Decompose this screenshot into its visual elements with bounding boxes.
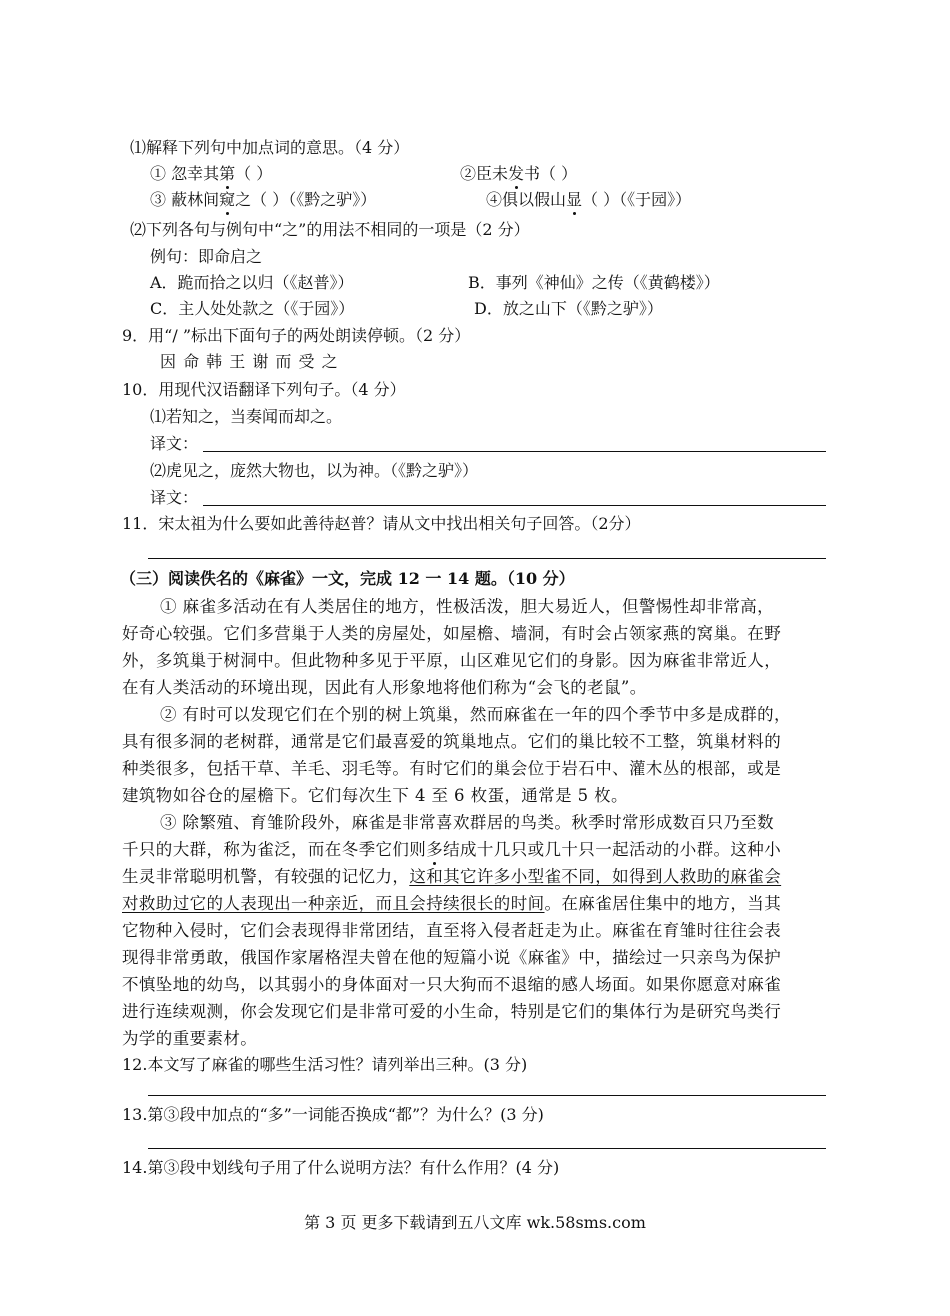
q10-answer-line-2[interactable] xyxy=(203,505,826,506)
p3-line-4 xyxy=(122,894,781,914)
q8-item3-dotted-word: 窥 xyxy=(219,190,236,209)
q13-answer-line[interactable] xyxy=(148,1148,826,1149)
p2-line-1: ② 有时可以发现它们在个别的树上筑巢，然而麻雀在一年的四个季节中多是成群的， xyxy=(160,705,791,724)
q8-item2-text: ②臣未 xyxy=(460,164,509,183)
q11-answer-line[interactable] xyxy=(148,558,826,559)
q9-stem: 9．用“/ ”标出下面句子的两处朗读停顿。（2 分） xyxy=(122,326,471,345)
p2-line-3: 种类很多，包括干草、羊毛、羽毛等。有时它们的巢会位于岩石中、灌木丛的根部，或是 xyxy=(122,759,782,778)
p3-line-8: 进行连续观测，你会发现它们是非常可爱的小生命，特别是它们的集体行为是研究鸟类行 xyxy=(122,1002,782,1021)
q14-stem: 14.第③段中划线句子用了什么说明方法？有什么作用？(4 分) xyxy=(122,1158,560,1177)
q8-option-c: C．主人处处款之（《于园》） xyxy=(150,299,355,318)
p3-line-2-text: 千只的大群，称为雀泛，而在冬季它们则 xyxy=(122,840,427,859)
p3-line-9: 为学的重要素材。 xyxy=(122,1029,258,1048)
q8-item3 xyxy=(150,190,376,210)
q10-stem: 10．用现代汉语翻译下列句子。（4 分） xyxy=(122,380,406,399)
q8-item1-dotted-word: 第 xyxy=(219,164,236,183)
p3-underlined-sentence-part-1: 这和其它许多小型雀不同，如得到人救助的麻雀会 xyxy=(409,867,782,886)
p1-line-2: 好奇心较强。它们多营巢于人类的房屋处，如屋檐、墙洞，有时会占领家燕的窝巢。在野 xyxy=(122,624,782,643)
p3-line-2 xyxy=(122,840,781,860)
q12-stem: 12.本文写了麻雀的哪些生活习性？请列举出三种。(3 分) xyxy=(122,1055,528,1074)
q8-item1 xyxy=(150,164,272,184)
q8-item4-text: ④俱以假山 xyxy=(486,190,567,209)
q13-stem: 13.第③段中加点的“多”一词能否换成“都”？为什么？(3 分) xyxy=(122,1105,544,1124)
q8-item1-text: ① 忽幸其 xyxy=(150,164,220,183)
p3-line-4-text: 。在麻雀居住集中的地方，当其 xyxy=(544,894,782,913)
p1-line-3: 外，多筑巢于树洞中。但此物种多见于平原，山区难见它们的身影。因为麻雀非常近人， xyxy=(122,651,782,670)
p3-line-5: 它物种入侵时，它们会表现得非常团结，直至将入侵者赶走为止。麻雀在育雏时往往会表 xyxy=(122,921,782,940)
p3-line-1: ③ 除繁殖、育雏阶段外，麻雀是非常喜欢群居的鸟类。秋季时常形成数百只乃至数 xyxy=(160,813,775,832)
q8-item4 xyxy=(486,190,691,210)
q11-stem: 11．宋太祖为什么要如此善待赵普？请从文中找出相关句子回答。（2分） xyxy=(122,514,641,533)
q10-translation-label-1: 译文： xyxy=(150,434,199,453)
p3-line-3-text: 生灵非常聪明机警，有较强的记忆力， xyxy=(122,867,410,886)
q10-sentence-1: ⑴若知之，当奏闻而却之。 xyxy=(150,407,343,426)
q10-translation-label-2: 译文： xyxy=(150,488,199,507)
q8-item2-blank: 书（ ） xyxy=(524,164,578,183)
q8-sub1: ⑴解释下列句中加点词的意思。（4 分） xyxy=(130,138,410,157)
q8-option-b: B．事列《神仙》之传（《黄鹤楼》） xyxy=(468,273,720,292)
p3-dotted-word-duo: 多 xyxy=(426,840,444,859)
p3-line-3 xyxy=(122,867,781,887)
q10-answer-line-1[interactable] xyxy=(203,451,826,452)
p3-line-6: 现得非常勇敢，俄国作家屠格涅夫曾在他的短篇小说《麻雀》中，描绘过一只亲鸟为保护 xyxy=(122,948,782,967)
q8-option-d: D．放之山下（《黔之驴》） xyxy=(474,299,663,318)
q12-answer-line[interactable] xyxy=(148,1095,826,1096)
p2-line-4: 建筑物如谷仓的屋檐下。它们每次生下 4 至 6 枚蛋，通常是 5 枚。 xyxy=(122,786,628,805)
q8-sub2: ⑵下列各句与例句中“之”的用法不相同的一项是（2 分） xyxy=(130,220,530,239)
p1-line-1: ① 麻雀多活动在有人类居住的地方，性极活泼，胆大易近人，但警惕性却非常高， xyxy=(160,597,775,616)
q9-sentence: 因 命 韩 王 谢 而 受 之 xyxy=(160,352,339,371)
page-footer: 第 3 页 更多下载请到五八文库 wk.58sms.com xyxy=(304,1213,646,1232)
p3-underlined-sentence-part-2: 对救助过它的人表现出一种亲近，而且会持续很长的时间 xyxy=(122,894,545,913)
p3-line-2-text-rest: 结成十几只或几十只一起活动的小群。这种小 xyxy=(443,840,782,859)
p2-line-2: 具有很多洞的老树群，通常是它们最喜爱的筑巢地点。它们的巢比较不工整，筑巢材料的 xyxy=(122,732,782,751)
p1-line-4: 在有人类活动的环境出现，因此有人形象地将他们称为“会飞的老鼠”。 xyxy=(122,678,647,697)
q10-sentence-2: ⑵虎见之，庞然大物也，以为神。（《黔之驴》） xyxy=(150,461,479,480)
q8-example: 例句：即命启之 xyxy=(150,247,263,266)
section3-heading: （三）阅读佚名的《麻雀》一文，完成 12 一 14 题。（10 分） xyxy=(120,569,575,588)
q8-option-a: A．跪而拾之以归（《赵普》） xyxy=(150,273,354,292)
q8-item4-blank: （ ）（《于园》） xyxy=(582,190,692,209)
q8-item4-dotted-word: 显 xyxy=(566,190,583,209)
q8-item2 xyxy=(460,164,577,184)
q8-item1-blank: （ ） xyxy=(235,164,273,183)
p3-line-7: 不慎坠地的幼鸟，以其弱小的身体面对一只大狗而不退缩的感人场面。如果你愿意对麻雀 xyxy=(122,975,782,994)
q8-item2-dotted-word: 发 xyxy=(508,164,525,183)
q8-item3-blank: 之（ ）（《黔之驴》） xyxy=(235,190,377,209)
q8-item3-text: ③ 蔽林间 xyxy=(150,190,220,209)
